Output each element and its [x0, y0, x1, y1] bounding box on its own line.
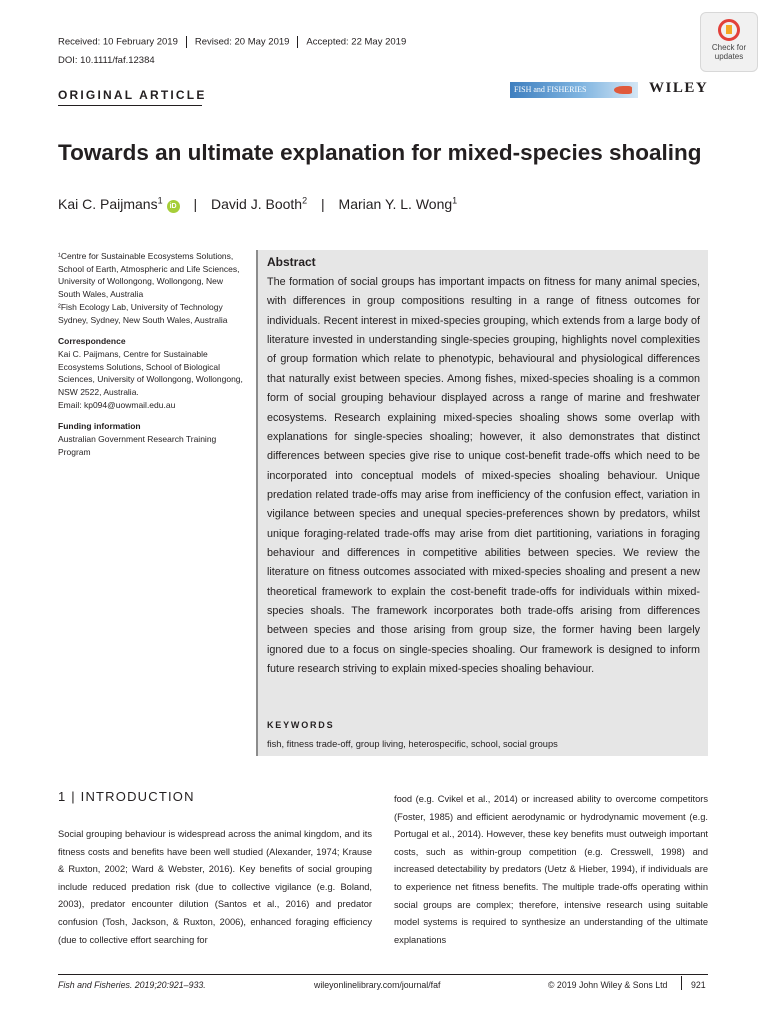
body-text-left-column: Social grouping behaviour is widespread across the animal kingdom, and its fitness costs and benefits have been well studied (Alexander, 1974; Krause & Ruxton, 2002; Ward & Webster, 2016). Key benefits of social grouping include reduced predation risk (due to collective vigilance (e.g. Boland, 2003), predator encounter dilution (Santos et al., 2016) and predator confusion (Tosh, Jackson, & Ruxton, 2006), enhanced foraging efficiency (due to collective effort searching for — [58, 829, 372, 945]
correspondence-text: Kai C. Paijmans, Centre for Sustainable Ecosystems Solutions, School of Biological Sciences, University of Wollongong, Wollongong, NSW 2522, Australia. — [58, 348, 243, 398]
journal-logo[interactable]: FISH and FISHERIES — [510, 82, 638, 98]
section-heading: 1 | INTRODUCTION — [58, 789, 195, 804]
affiliation: ²Fish Ecology Lab, University of Technology Sydney, Sydney, New South Wales, Australia — [58, 301, 228, 325]
abstract-text: The formation of social groups has important impacts on fitness for many animal species, with differences in group compositions resulting in a range of fitness outcomes for individuals. Recent interest in mixed-species grouping, which extends from a large body of literature invested in understanding single-species grouping, highlights novel complexities of group formation which relate to phenotypic, behavioural and physiological differences that naturally exist between species. Among fishes, mixed-species shoaling is a common form of social grouping behaviour displayed across a range of marine and freshwater ecosystems. Research explaining mixed-species shoaling shows some overlap with explanations for single-species shoaling; however, it also demonstrates that distinct differences between species give rise to unique cost-benefit trade-offs which need to be incorporated into conceptual models of mixed-species shoaling behaviour. Unique predation related trade-offs may arise from inefficiency of the confusion effect, variation in vigilance between species and unequal species-preferences shown by predators, whilst unique foraging-related trade-offs may arise from diet partitioning, variations in foraging behaviour and differences in competitive abilities between species. We review the literature on fitness outcomes associated with mixed-species shoaling and present a new theoretical framework to explain the cost-benefit trade-offs for individuals within mixed-species shoals. The framework incorporates both trade-offs arising from differences between species and those arising from group size, the former having been largely ignored due to a focus on single-species shoaling. Our framework is designed to inform future research striving to explain mixed-species shoaling behaviour. — [267, 276, 700, 676]
funding-text: Australian Government Research Training Program — [58, 434, 217, 457]
crossmark-icon — [718, 19, 740, 41]
keywords-list: fish, fitness trade-off, group living, heterospecific, school, social groups — [267, 739, 558, 749]
date-separator — [186, 36, 187, 48]
footer-citation: Fish and Fisheries. 2019;20:921–933. — [58, 980, 206, 990]
author-separator: | — [321, 196, 325, 212]
date-separator — [297, 36, 298, 48]
article-type-label: ORIGINAL ARTICLE — [58, 88, 207, 102]
affiliation: ¹Centre for Sustainable Ecosystems Solutions, School of Earth, Atmospheric and Life Sciences, University of Wollongong, Wollongong, New South Wales, Australia — [58, 251, 240, 300]
affiliation-mark: 2 — [302, 195, 308, 206]
abstract-heading: Abstract — [267, 255, 316, 269]
affiliation-mark: 1 — [157, 195, 163, 206]
author-list — [58, 196, 457, 213]
check-for-updates-button[interactable] — [700, 12, 758, 72]
footer-journal-url[interactable]: wileyonlinelibrary.com/journal/faf — [314, 980, 441, 990]
affiliation-mark: 1 — [452, 195, 458, 206]
article-type-underline — [58, 105, 202, 106]
correspondence-heading: Correspondence — [58, 336, 126, 347]
page-number: 921 — [691, 980, 706, 990]
doi-link[interactable]: DOI: 10.1111/faf.12384 — [58, 55, 155, 66]
check-updates-label: Check for updates — [711, 43, 747, 61]
author-name[interactable]: David J. Booth — [211, 196, 303, 212]
keywords-heading: KEYWORDS — [267, 720, 335, 730]
fish-icon — [614, 86, 632, 94]
revised-date: Revised: 20 May 2019 — [194, 36, 290, 48]
affiliations-sidebar — [58, 250, 244, 459]
article-dates — [58, 36, 406, 48]
received-date: Received: 10 February 2019 — [58, 36, 178, 48]
author-name[interactable]: Kai C. Paijmans — [58, 196, 158, 212]
orcid-icon[interactable]: iD — [167, 200, 180, 213]
footer-divider — [58, 974, 708, 975]
author-separator: | — [193, 196, 198, 212]
author-name[interactable]: Marian Y. L. Wong — [338, 196, 453, 212]
accepted-date: Accepted: 22 May 2019 — [306, 36, 407, 48]
article-title: Towards an ultimate explanation for mixed-species shoaling — [58, 140, 702, 165]
publisher-logo[interactable]: WILEY — [649, 80, 709, 96]
email-link[interactable]: Email: kp094@uowmail.edu.au — [58, 399, 176, 410]
body-text-right-column: food (e.g. Cvikel et al., 2014) or increased ability to overcome competitors (Foster, 1985) and efficient aerodynamic or hydrodynamic movement (e.g. Portugal et al., 2014). However, these key benefits must outweigh important costs, such as within-group competition (e.g. Cresswell, 1998) and increased detectability by predators (Uetz & Hieber, 1994), if individuals are to experience net fitness benefits. The multiple trade-offs operating within social groups are complex; therefore, intensive research using suitable model systems is required to synthesize an understanding of the ultimate explanations — [394, 794, 708, 945]
funding-heading: Funding information — [58, 421, 141, 432]
footer-separator — [681, 976, 682, 990]
footer-copyright: © 2019 John Wiley & Sons Ltd — [548, 980, 668, 990]
